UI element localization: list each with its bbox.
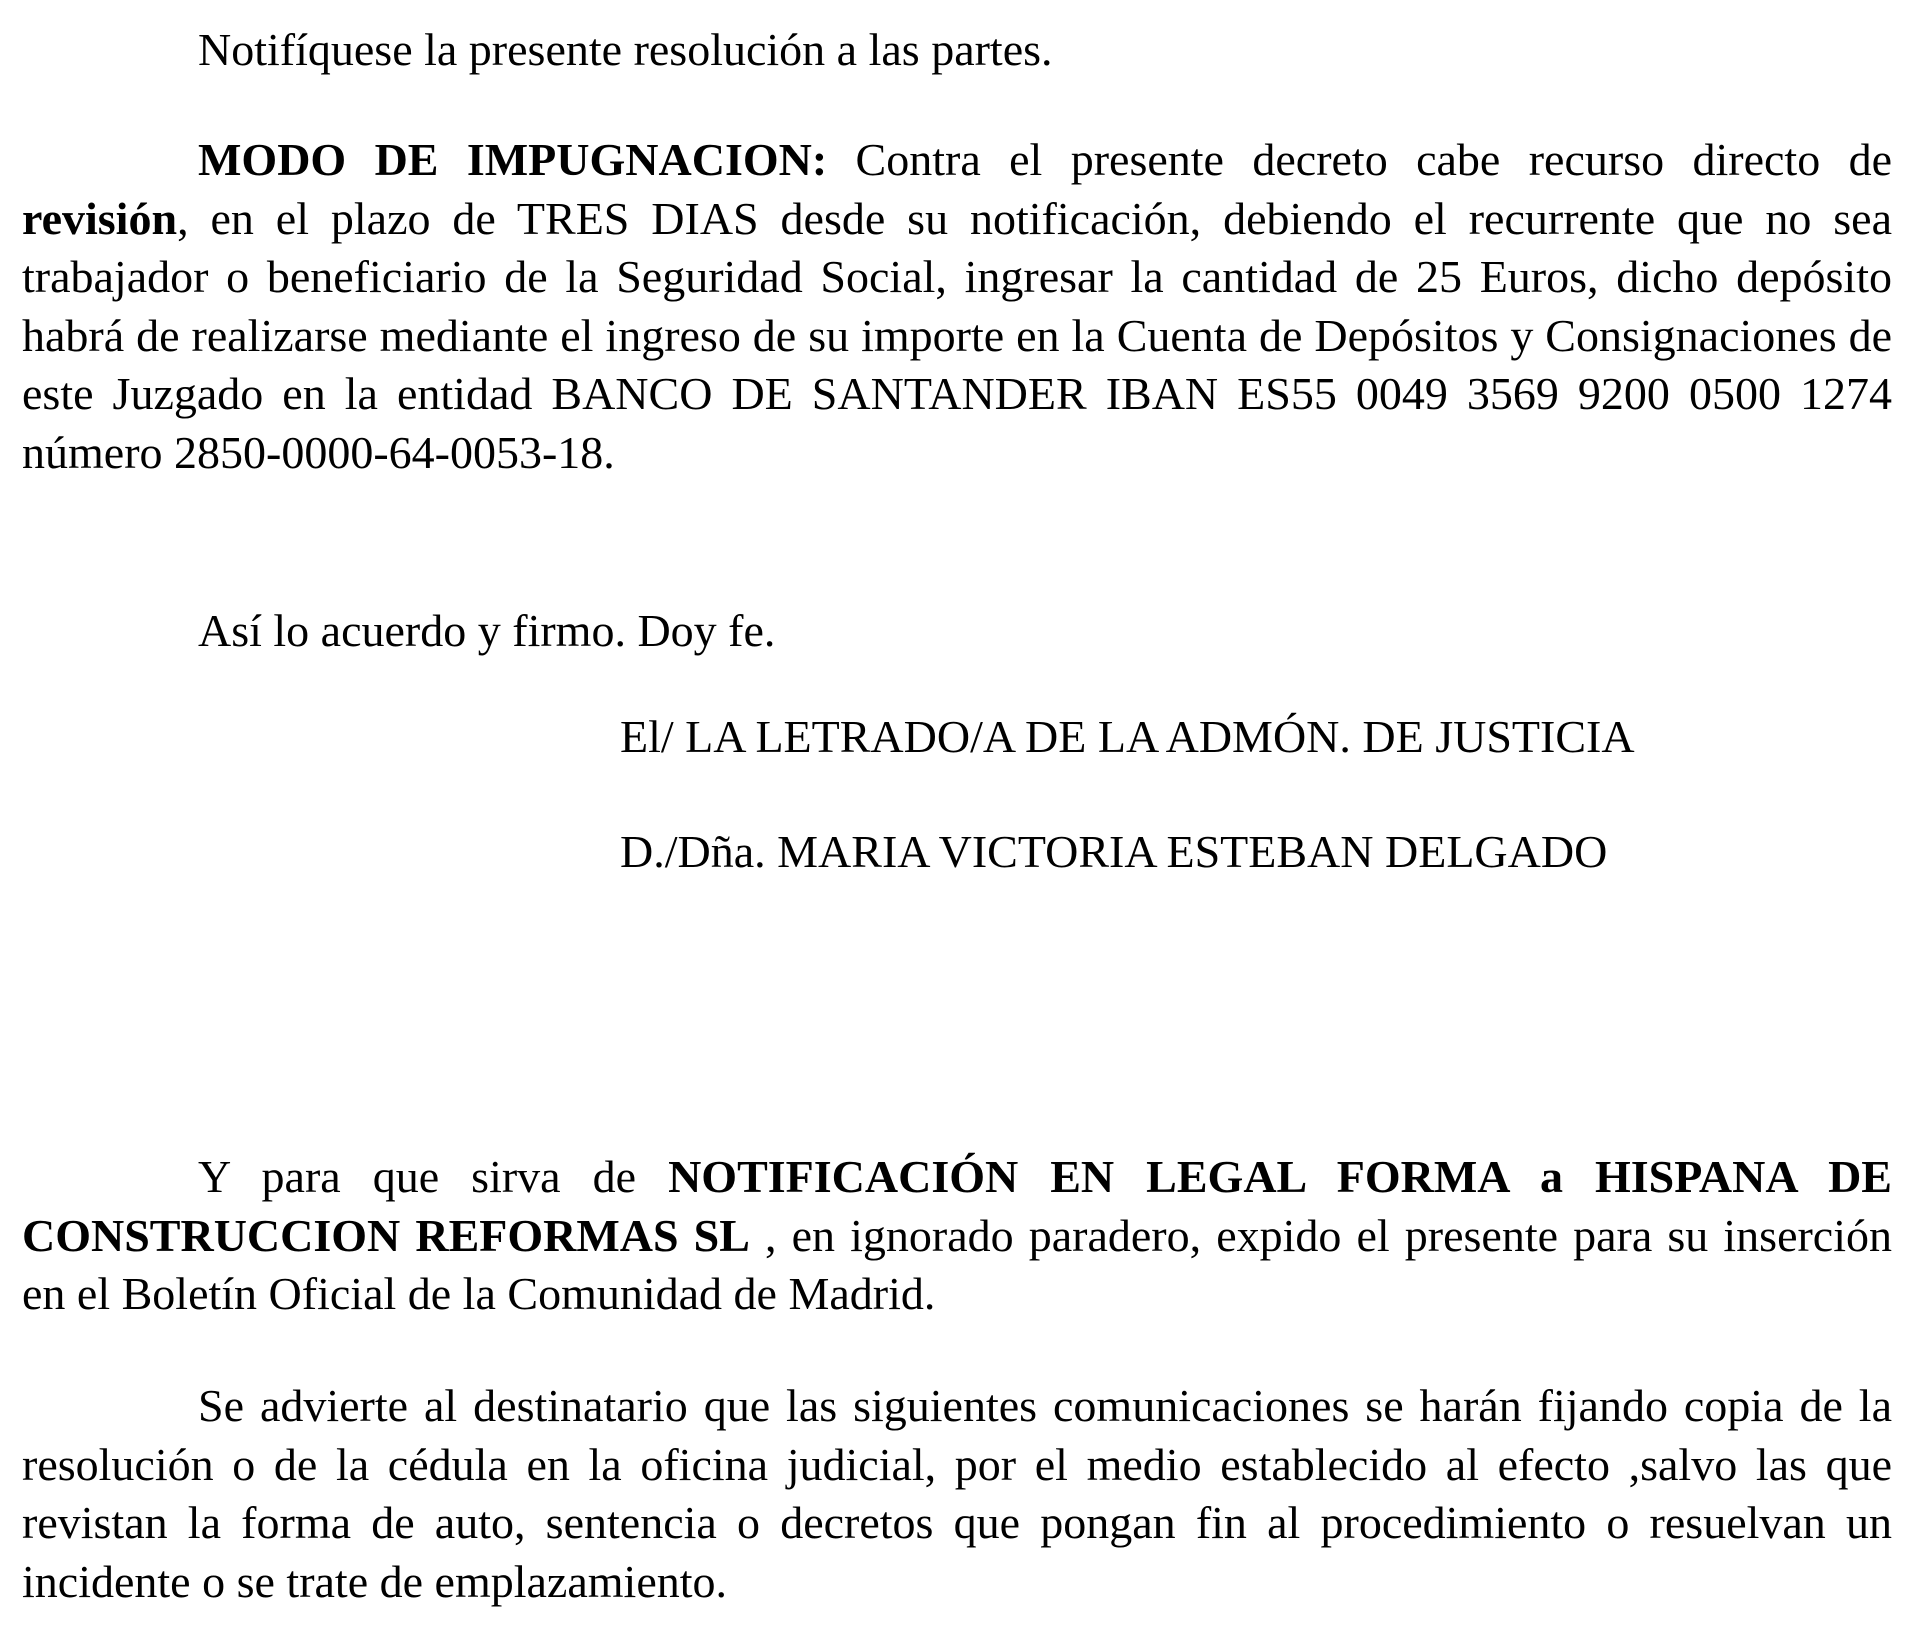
impugnacion-heading: MODO DE IMPUGNACION:	[198, 134, 828, 185]
notificacion-text-1: Y para que sirva de	[198, 1151, 669, 1202]
impugnacion-text-1: Contra el presente decreto cabe recurso directo de	[827, 134, 1892, 185]
signature-role: El/ LA LETRADO/A DE LA ADMÓN. DE JUSTICIA	[620, 711, 1635, 762]
impugnacion-text-2: , en el plazo de TRES DIAS desde su notificación, debiendo el recurrente que no sea trabajador o beneficiario de la Seguridad Social, ingresar la cantidad de 25 Euros, dicho depósito habrá de realizarse mediante el ingreso de su importe en la Cuenta de Depósitos y Consignaciones de este Juzgado en la entidad BANCO DE SANTANDER IBAN ES55 0049 3569 9200 0500 1274 número 2850-0000-64-0053-18.	[22, 192, 1892, 478]
notificacion-bold: NOTIFICACIÓN EN LEGAL FORMA a HISPANA DE CONSTRUCCION REFORMAS SL	[22, 1151, 1892, 1261]
signature-name: D./Dña. MARIA VICTORIA ESTEBAN DELGADO	[620, 826, 1608, 877]
notificacion-paragraph	[22, 1148, 1892, 1324]
revision-bold: revisión	[22, 192, 178, 244]
notificacion-text-2: , en ignorado paradero, expido el presente para su inserción en el Boletín Oficial de la Comunidad de Madrid.	[22, 1209, 1892, 1319]
advertencia-paragraph: Se advierte al destinatario que las siguientes comunicaciones se harán fijando copia de la resolución o de la cédula en la oficina judicial, por el medio establecido al efecto ,salvo las que revistan la forma de auto, sentencia o decretos que pongan fin al procedimiento o resuelvan un incidente o se trate de emplazamiento.	[22, 1380, 1892, 1607]
impugnacion-paragraph	[22, 131, 1892, 482]
notify-line: Notifíquese la presente resolución a las partes.	[198, 24, 1053, 75]
acuerdo-line: Así lo acuerdo y firmo. Doy fe.	[198, 605, 776, 656]
